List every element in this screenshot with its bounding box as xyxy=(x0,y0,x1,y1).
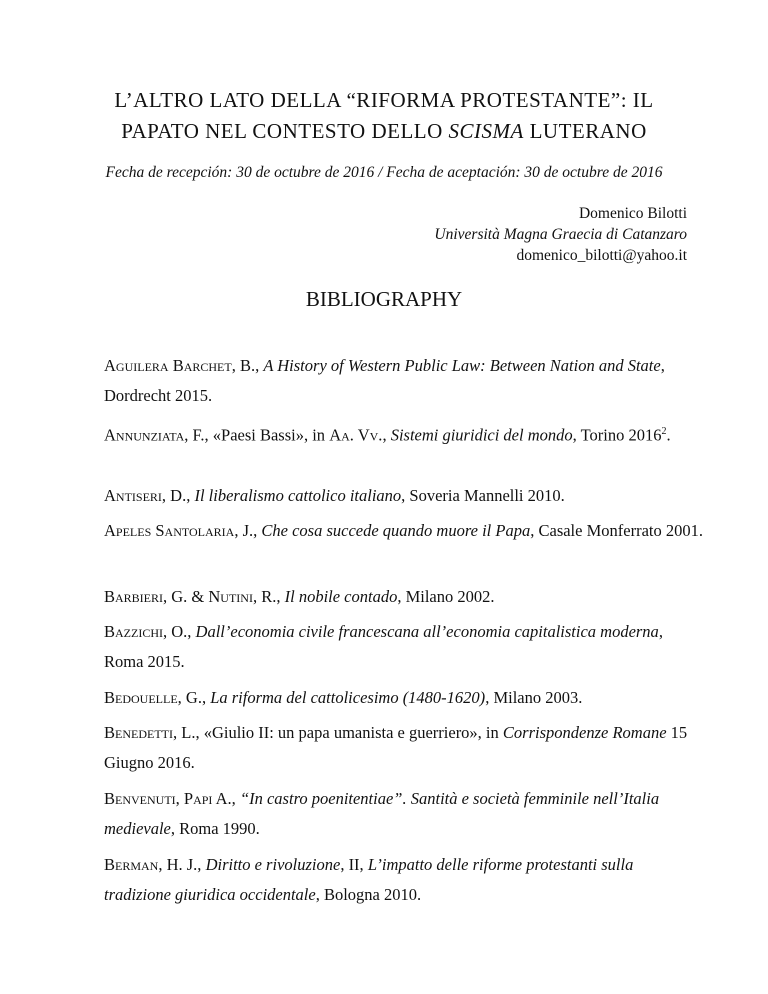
entry-title: Sistemi giuridici del mondo xyxy=(390,425,573,445)
title-line-2-pre: PAPATO NEL CONTESTO DELLO xyxy=(121,119,449,143)
entry-text: , xyxy=(175,789,184,808)
entry-author: Benedetti xyxy=(104,723,173,742)
entry-author: Benvenuti xyxy=(104,789,176,808)
entry-text: , xyxy=(382,425,391,445)
bibliography-entry xyxy=(104,718,704,778)
bibliography-entry xyxy=(104,683,704,713)
author-name: Domenico Bilotti xyxy=(578,205,687,222)
entry-author: Berman xyxy=(104,855,159,874)
bibliography-entry xyxy=(104,351,704,411)
entry-title: Che cosa succede quando muore il Papa xyxy=(261,521,531,540)
bibliography-entry xyxy=(104,582,704,612)
entry-text: , R., xyxy=(252,587,285,606)
entry-imprint: , Roma 2015. xyxy=(104,622,663,671)
entry-title-2: L’impatto delle riforme protestanti sulla tradizione giuridica occidentale xyxy=(104,855,634,904)
author-email: domenico_bilotti@yahoo.it xyxy=(516,247,687,264)
entry-imprint: , Milano 2002. xyxy=(397,587,495,606)
bibliography-entry xyxy=(104,784,704,844)
entry-text: , D., xyxy=(161,486,195,505)
entry-author: Aguilera Barchet xyxy=(104,356,232,375)
entry-title: A History of Western Public Law: Between Nation and State xyxy=(263,356,661,375)
entry-author: Annunziata xyxy=(104,425,185,445)
reception-dates: Fecha de recepción: 30 de octubre de 2016 / Fecha de aceptación: 30 de octubre de 2016 xyxy=(105,164,663,181)
entry-text: , F., «Paesi Bassi», in xyxy=(184,425,330,445)
title-line-2 xyxy=(0,119,768,144)
entry-text: , G., xyxy=(177,688,211,707)
entry-imprint: , Dordrecht 2015. xyxy=(104,356,665,405)
entry-text: A., xyxy=(212,789,240,808)
author-affiliation: Università Magna Graecia di Catanzaro xyxy=(434,226,687,243)
entry-imprint: , Milano 2003. xyxy=(485,688,583,707)
title-line-2-post: LUTERANO xyxy=(523,119,647,143)
entry-title: Dall’economia civile francescana all’economia capitalistica moderna xyxy=(195,622,659,641)
bibliography-entry xyxy=(104,617,704,677)
entry-author: Barbieri xyxy=(104,587,164,606)
entry-title: Diritto e rivoluzione xyxy=(205,855,341,874)
entry-text: , II, xyxy=(340,855,368,874)
entry-text: , J., xyxy=(234,521,262,540)
entry-title: “In castro poenitentiae”. Santità e società femminile nell’Italia medievale xyxy=(104,789,660,838)
entry-author: Bedouelle xyxy=(104,688,178,707)
entry-imprint: , Roma 1990. xyxy=(170,819,260,838)
entry-author: Apeles Santolaria xyxy=(104,521,235,540)
entry-end: . xyxy=(666,425,671,445)
entry-imprint: 15 Giugno 2016. xyxy=(104,723,688,772)
edition-superscript: 2 xyxy=(661,426,667,437)
entry-title: Corrispondenze Romane xyxy=(502,723,667,742)
entry-title: Il nobile contado xyxy=(284,587,398,606)
entry-author-2: Papi xyxy=(183,789,213,808)
section-heading: BIBLIOGRAPHY xyxy=(305,287,463,311)
entry-title: Il liberalismo cattolico italiano xyxy=(194,486,402,505)
entry-text: , O., xyxy=(163,622,196,641)
entry-text: , L., «Giulio II: un papa umanista e guerriero», in xyxy=(172,723,503,742)
entry-text: , B., xyxy=(231,356,264,375)
bibliography-entry xyxy=(104,417,704,451)
entry-author: Bazzichi xyxy=(104,622,163,641)
entry-imprint: , Torino 2016 xyxy=(572,425,662,445)
entry-imprint: , Soveria Mannelli 2010. xyxy=(401,486,565,505)
entry-author-2: Nutini xyxy=(208,587,253,606)
bibliography-entry xyxy=(104,516,704,546)
title-line-1: L’ALTRO LATO DELLA “RIFORMA PROTESTANTE”: IL xyxy=(114,88,654,112)
entry-text: , G. & xyxy=(163,587,209,606)
entry-editor: Aa. Vv. xyxy=(329,425,383,445)
bibliography-entry xyxy=(104,850,704,910)
title-italic-word: SCISMA xyxy=(448,119,524,143)
bibliography-entry xyxy=(104,481,704,511)
entry-imprint: , Bologna 2010. xyxy=(315,885,422,904)
entry-title: La riforma del cattolicesimo (1480-1620) xyxy=(210,688,486,707)
entry-imprint: , Casale Monferrato 2001. xyxy=(530,521,703,540)
entry-author: Antiseri xyxy=(104,486,162,505)
entry-text: , H. J., xyxy=(158,855,206,874)
